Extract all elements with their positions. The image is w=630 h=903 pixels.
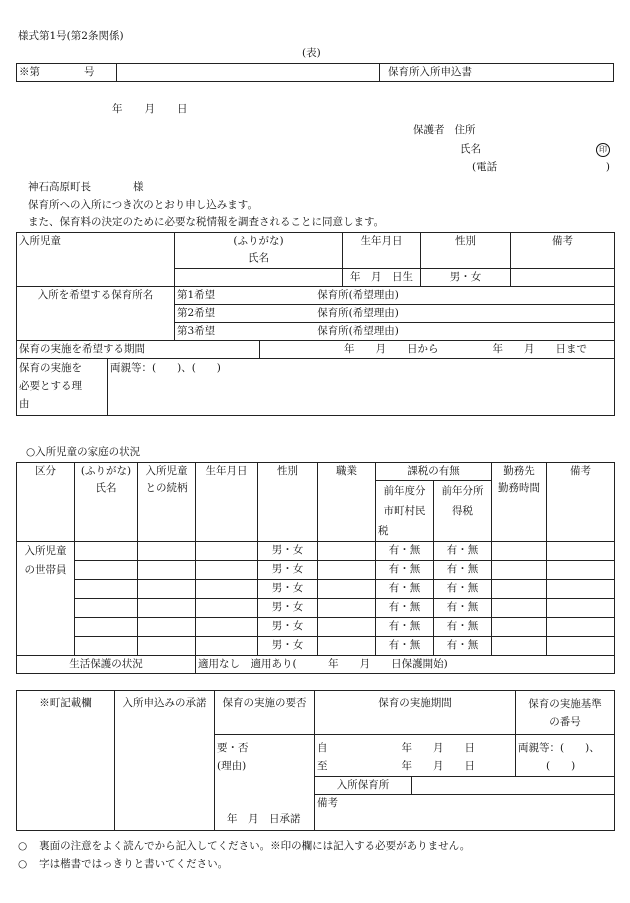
reason-label: 保育の実施を 必要とする理 由 (17, 359, 108, 415)
name-label: 氏名 (248, 252, 269, 264)
wish-row-2[interactable] (175, 305, 615, 323)
member-row (17, 580, 615, 599)
member-row (17, 637, 615, 656)
yes-no[interactable]: 要・否 (217, 742, 249, 754)
member-tax-income[interactable]: 有・無 (434, 618, 492, 637)
guardian-address-label: 住所 (454, 124, 476, 136)
member-sex[interactable]: 男・女 (258, 618, 318, 637)
member-tax-prev[interactable]: 有・無 (376, 599, 434, 618)
addressee (28, 181, 144, 194)
welfare-field[interactable]: 適用なし 適用あり( 年 月 日保護開始) (196, 656, 615, 674)
period-from: 年 月 日から (344, 343, 439, 355)
member-tax-prev[interactable]: 有・無 (376, 580, 434, 599)
hdr-birthdate: 生年月日 (196, 463, 258, 542)
guardian-phone-row (472, 161, 612, 174)
date-day: 日 (177, 103, 188, 115)
note-marker: ○ (18, 858, 28, 870)
wish-row-1[interactable] (175, 287, 615, 305)
member-tax-income[interactable]: 有・無 (434, 599, 492, 618)
necessity-label: 保育の実施の要否 (215, 691, 315, 735)
intro-line-2: また、保育料の決定のために必要な税情報を調査されることに同意します。 (28, 216, 385, 228)
member-tax-income[interactable]: 有・無 (434, 542, 492, 561)
facility-label: 入所保育所 (315, 777, 412, 795)
approval-label: 入所申込みの承諾 (115, 691, 215, 831)
wish-1-label: 第1希望 (177, 289, 216, 301)
hdr-tax: 課税の有無 (376, 463, 492, 481)
wish-row-3[interactable] (175, 323, 615, 341)
child-remarks-field[interactable] (511, 269, 615, 287)
guardian-label: 保護者 (413, 124, 445, 136)
form-number: 様式第1号(第2条関係) (18, 30, 124, 42)
sex-label: 性別 (421, 233, 511, 269)
date-month: 月 (144, 103, 155, 115)
addressee-sama: 様 (133, 181, 144, 193)
period-label: 保育の実施を希望する期間 (17, 341, 260, 359)
member-tax-prev[interactable]: 有・無 (376, 618, 434, 637)
wish-label: 入所を希望する保育所名 (17, 287, 175, 341)
phone-close: ) (605, 161, 610, 173)
member-tax-prev[interactable]: 有・無 (376, 542, 434, 561)
member-tax-income[interactable]: 有・無 (434, 561, 492, 580)
period-field[interactable] (260, 341, 615, 359)
hdr-work-1: 勤務先 (503, 465, 535, 477)
reason-paren: (理由) (217, 760, 247, 772)
member-row (17, 599, 615, 618)
hdr-tax-income-1: 前年分所 (441, 485, 484, 497)
addressee-to: 神石高原町長 (28, 181, 91, 193)
child-name-field[interactable] (175, 269, 343, 287)
hdr-name: 氏名 (95, 482, 117, 494)
date-year: 年 (112, 103, 123, 115)
guardian-name-label: 氏名 (460, 143, 481, 155)
parents-line-2: ( ) (546, 760, 576, 772)
child-table (16, 232, 615, 416)
hdr-relation-2: との続柄 (145, 482, 188, 494)
members-label-1: 入所児童 (24, 545, 67, 557)
member-sex[interactable]: 男・女 (258, 599, 318, 618)
hdr-remarks: 備考 (547, 463, 615, 542)
members-label-2: の世帯員 (24, 564, 67, 576)
hdr-tax-prev-3: 税 (378, 525, 389, 537)
office-remarks[interactable]: 備考 (315, 795, 615, 831)
from-label: 自 (317, 742, 328, 754)
reason-field[interactable]: 両親等：( )、( ) (110, 362, 221, 374)
wish-3-suffix: 保育所(希望理由) (317, 325, 399, 337)
form-title: 保育所入所申込書 (380, 64, 614, 82)
guardian-address-row (413, 124, 476, 137)
hdr-tax-prev-1: 前年度分 (383, 485, 426, 497)
family-title: ○入所児童の家庭の状況 (26, 446, 141, 458)
facility-field[interactable] (412, 777, 615, 795)
wish-2-label: 第2希望 (177, 307, 216, 319)
hdr-relation-1: 入所児童 (145, 465, 188, 477)
wish-3-label: 第3希望 (177, 325, 216, 337)
guardian-name-row (460, 143, 610, 156)
child-birth-field[interactable]: 年 月 日生 (343, 269, 421, 287)
hdr-job: 職業 (318, 463, 376, 542)
hdr-work-2: 勤務時間 (498, 482, 540, 494)
receipt-no-left: ※第 (19, 66, 40, 78)
from-date: 年 月 日 (401, 742, 475, 754)
wish-1-suffix: 保育所(希望理由) (317, 289, 399, 301)
seal-icon: 印 (596, 143, 610, 157)
hdr-sex: 性別 (258, 463, 318, 542)
intro-line-1: 保育所への入所につき次のとおり申し込みます。 (28, 199, 258, 211)
front-label: (表) (302, 47, 321, 59)
note-2: ○ 字は楷書ではっきりと書いてください。 (18, 858, 229, 870)
approved-date: 年 月 日承諾 (227, 813, 301, 825)
hdr-tax-prev-2: 市町村民 (383, 505, 426, 517)
child-sex-field[interactable]: 男・女 (421, 269, 511, 287)
child-label: 入所児童 (17, 233, 175, 287)
member-sex[interactable]: 男・女 (258, 580, 318, 599)
member-sex[interactable]: 男・女 (258, 637, 318, 656)
member-row (17, 561, 615, 580)
period-to: 年 月 日まで (492, 343, 587, 355)
wish-2-suffix: 保育所(希望理由) (317, 307, 399, 319)
hdr-tax-income-2: 得税 (452, 505, 473, 517)
member-tax-prev[interactable]: 有・無 (376, 561, 434, 580)
phone-open: (電話 (472, 161, 498, 173)
member-row (17, 618, 615, 637)
member-tax-income[interactable]: 有・無 (434, 637, 492, 656)
header-table (16, 63, 614, 82)
member-row (17, 542, 615, 561)
receipt-no-right: 号 (84, 66, 95, 78)
member-sex[interactable]: 男・女 (258, 561, 318, 580)
note-marker: ○ (18, 840, 28, 852)
standard-label-1: 保育の実施基準 (528, 698, 602, 710)
member-tax-prev[interactable]: 有・無 (376, 637, 434, 656)
furigana-label: (ふりがな) (233, 235, 284, 247)
to-label: 至 (317, 760, 328, 772)
remarks-label: 備考 (511, 233, 615, 269)
member-tax-income[interactable]: 有・無 (434, 580, 492, 599)
member-sex[interactable]: 男・女 (258, 542, 318, 561)
standard-label-2: の番号 (549, 716, 581, 728)
family-table (16, 462, 615, 674)
hdr-furigana: (ふりがな) (80, 465, 132, 477)
birthdate-label: 生年月日 (343, 233, 421, 269)
date-line (112, 103, 188, 116)
parents-line-1: 両親等：( )、 (518, 742, 600, 754)
note-1: ○ 裏面の注意をよく読んでから記入してください。※印の欄には記入する必要がありません。 (18, 840, 471, 852)
to-date: 年 月 日 (401, 760, 475, 772)
office-col-label: ※町記載欄 (17, 691, 115, 831)
welfare-label: 生活保護の状況 (17, 656, 196, 674)
hdr-category: 区分 (17, 463, 75, 542)
office-table (16, 690, 615, 831)
period-col-label: 保育の実施期間 (315, 691, 516, 735)
